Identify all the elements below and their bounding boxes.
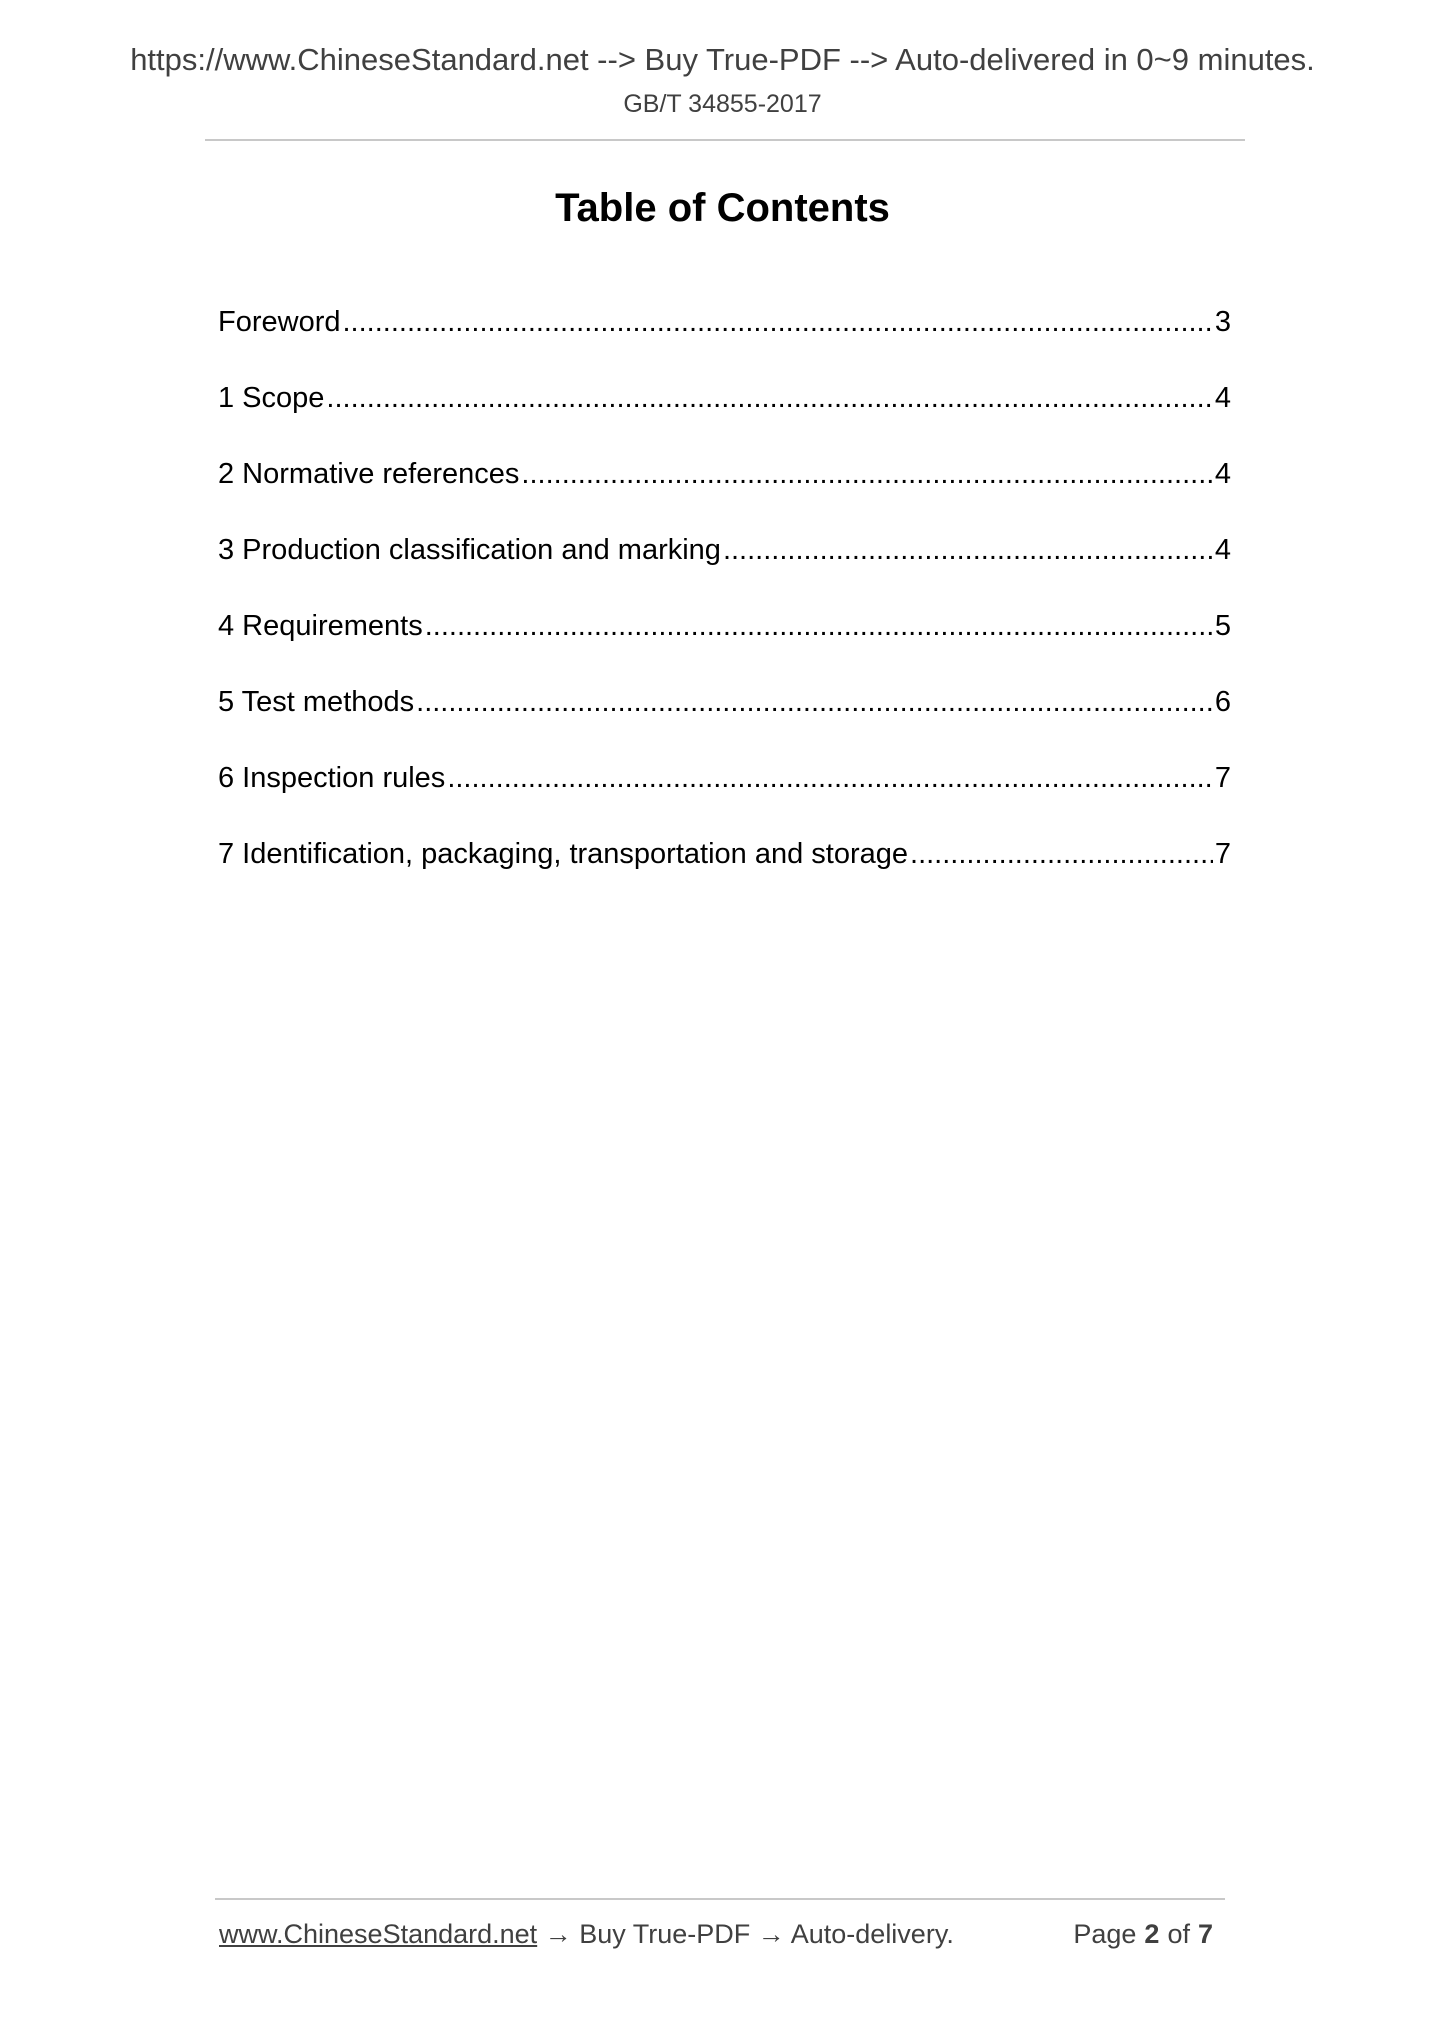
toc-entry-test-methods[interactable] [218,682,1231,758]
toc-leader-dots [910,834,1213,874]
toc-leader-dots [447,758,1213,798]
toc-entry-normative-references[interactable] [218,454,1231,530]
toc-entry-page: 4 [1214,458,1231,490]
toc-entry-foreword[interactable] [218,302,1231,378]
page-indicator [1073,1916,1221,1952]
toc-entry-page: 7 [1214,838,1231,870]
footer-tagline: → Buy True-PDF → Auto-delivery. [537,1919,954,1949]
toc-entry-identification-packaging[interactable] [218,834,1231,910]
page-word: Page [1073,1919,1137,1949]
toc-entry-page: 4 [1214,382,1231,414]
page-current: 2 [1144,1919,1160,1949]
footer-site-link[interactable]: www.ChineseStandard.net [219,1919,538,1949]
top-banner: https://www.ChineseStandard.net --> Buy True-PDF --> Auto-delivered in 0~9 minutes. [130,42,1315,77]
footer-divider [215,1898,1225,1900]
toc-entry-page: 6 [1214,686,1231,718]
toc-entry-label: Foreword [218,306,341,338]
toc-entry-inspection-rules[interactable] [218,758,1231,834]
document-code: GB/T 34855-2017 [623,90,822,118]
toc-leader-dots [343,302,1213,342]
toc-entry-production-classification[interactable] [218,530,1231,606]
toc-entry-label: 1 Scope [218,382,325,414]
toc-list [218,302,1231,910]
toc-entry-label: 6 Inspection rules [218,762,446,794]
header-divider [205,139,1245,141]
toc-entry-scope[interactable] [218,378,1231,454]
toc-entry-requirements[interactable] [218,606,1231,682]
toc-entry-label: 2 Normative references [218,458,520,490]
toc-entry-page: 5 [1214,610,1231,642]
toc-entry-label: 5 Test methods [218,686,415,718]
page-footer [219,1916,1225,1952]
toc-entry-page: 4 [1214,534,1231,566]
of-word: of [1167,1919,1190,1949]
page-total: 7 [1197,1919,1213,1949]
toc-leader-dots [416,682,1213,722]
toc-entry-page: 7 [1214,762,1231,794]
toc-leader-dots [723,530,1213,570]
toc-leader-dots [425,606,1213,646]
toc-leader-dots [326,378,1212,418]
toc-leader-dots [521,454,1212,494]
toc-entry-label: 7 Identification, packaging, transportation and storage [218,838,909,870]
toc-entry-page: 3 [1214,306,1231,338]
toc-entry-label: 4 Requirements [218,610,423,642]
toc-title: Table of Contents [555,186,890,230]
toc-entry-label: 3 Production classification and marking [218,534,721,566]
